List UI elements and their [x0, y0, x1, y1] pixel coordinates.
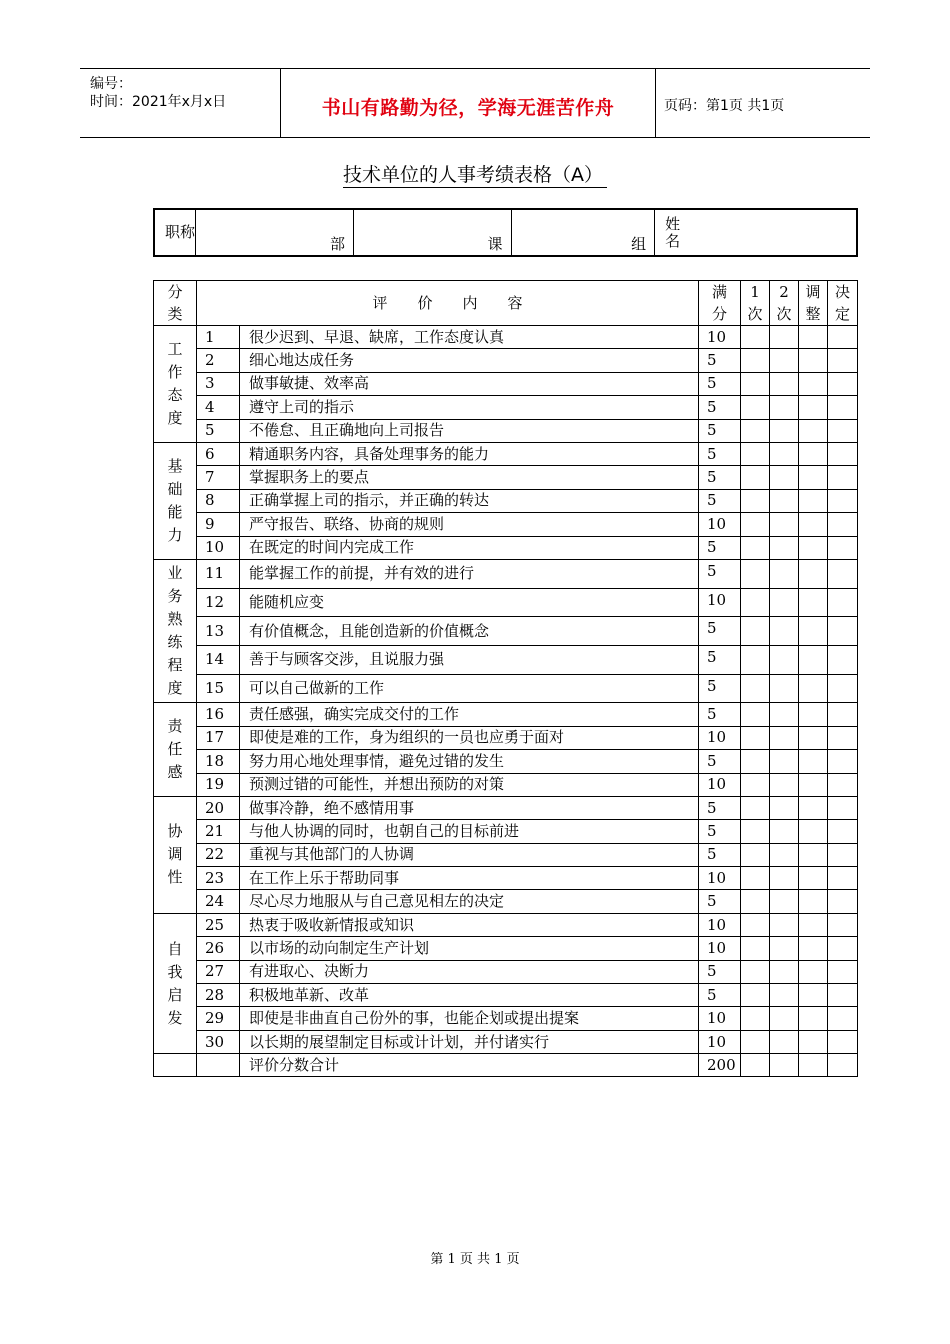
- second-eval[interactable]: [770, 645, 799, 674]
- adjust-cell[interactable]: [799, 726, 828, 749]
- table-row: [154, 867, 858, 890]
- item-number: 8: [197, 489, 240, 512]
- category-cell: 责 任 感: [154, 703, 197, 797]
- evaluation-table: [153, 280, 858, 1077]
- table-row: [154, 890, 858, 913]
- full-score: 5: [699, 466, 741, 489]
- table-row: [154, 820, 858, 843]
- second-eval[interactable]: [770, 489, 799, 512]
- decide-cell[interactable]: [828, 588, 858, 617]
- second-eval[interactable]: [770, 349, 799, 372]
- first-eval[interactable]: [741, 1007, 770, 1030]
- adjust-cell[interactable]: [799, 984, 828, 1007]
- second-eval[interactable]: [770, 913, 799, 936]
- table-row: [154, 937, 858, 960]
- table-row: [154, 773, 858, 796]
- table-row: [154, 750, 858, 773]
- full-score: 10: [699, 726, 741, 749]
- field-name[interactable]: 姓名: [655, 209, 857, 256]
- first-eval[interactable]: [741, 559, 770, 588]
- first-eval[interactable]: [741, 326, 770, 349]
- table-row: [154, 489, 858, 512]
- item-number: 4: [197, 396, 240, 419]
- item-number: 17: [197, 726, 240, 749]
- total-first[interactable]: [741, 1054, 770, 1077]
- second-eval[interactable]: [770, 419, 799, 442]
- adjust-cell[interactable]: [799, 820, 828, 843]
- table-row: [154, 349, 858, 372]
- decide-cell[interactable]: [828, 674, 858, 703]
- full-score: 5: [699, 820, 741, 843]
- item-number: 28: [197, 984, 240, 1007]
- first-eval[interactable]: [741, 773, 770, 796]
- item-text: 以市场的动向制定生产计划: [240, 937, 699, 960]
- decide-cell[interactable]: [828, 726, 858, 749]
- code-label: 编号：: [90, 76, 132, 92]
- first-eval[interactable]: [741, 513, 770, 536]
- table-row: [154, 559, 858, 588]
- item-text: 即使是非曲直自己份外的事，也能企划或提出提案: [240, 1007, 699, 1030]
- item-number: 26: [197, 937, 240, 960]
- full-score: 5: [699, 396, 741, 419]
- item-text: 在既定的时间内完成工作: [240, 536, 699, 559]
- adjust-cell[interactable]: [799, 588, 828, 617]
- table-row: [154, 984, 858, 1007]
- item-number: 22: [197, 843, 240, 866]
- item-text: 做事敏捷、效率高: [240, 372, 699, 395]
- first-eval[interactable]: [741, 396, 770, 419]
- full-score: 10: [699, 513, 741, 536]
- item-number: 1: [197, 326, 240, 349]
- item-text: 细心地达成任务: [240, 349, 699, 372]
- table-row: [154, 396, 858, 419]
- item-text: 预测过错的可能性，并想出预防的对策: [240, 773, 699, 796]
- table-row: [154, 645, 858, 674]
- second-eval[interactable]: [770, 890, 799, 913]
- header-category: 分 类: [154, 281, 197, 326]
- table-row: [154, 726, 858, 749]
- table-row: [154, 536, 858, 559]
- decide-cell[interactable]: [828, 489, 858, 512]
- full-score: 5: [699, 960, 741, 983]
- decide-cell[interactable]: [828, 984, 858, 1007]
- motto: 书山有路勤为径，学海无涯苦作舟: [321, 97, 615, 119]
- first-eval[interactable]: [741, 726, 770, 749]
- adjust-cell[interactable]: [799, 513, 828, 536]
- item-number: 16: [197, 703, 240, 726]
- table-row: [154, 442, 858, 465]
- item-text: 正确掌握上司的指示，并正确的转达: [240, 489, 699, 512]
- second-eval[interactable]: [770, 442, 799, 465]
- first-eval[interactable]: [741, 372, 770, 395]
- item-text: 热衷于吸收新情报或知识: [240, 913, 699, 936]
- adjust-cell[interactable]: [799, 773, 828, 796]
- category-cell: 业 务 熟 练 程 度: [154, 559, 197, 702]
- second-eval[interactable]: [770, 674, 799, 703]
- full-score: 10: [699, 326, 741, 349]
- category-cell: 基 础 能 力: [154, 442, 197, 559]
- decide-cell[interactable]: [828, 750, 858, 773]
- total-row: [154, 1054, 858, 1077]
- first-eval[interactable]: [741, 349, 770, 372]
- first-eval[interactable]: [741, 588, 770, 617]
- second-eval[interactable]: [770, 726, 799, 749]
- first-eval[interactable]: [741, 419, 770, 442]
- item-number: 18: [197, 750, 240, 773]
- full-score: 5: [699, 419, 741, 442]
- second-eval[interactable]: [770, 536, 799, 559]
- adjust-cell[interactable]: [799, 536, 828, 559]
- item-text: 遵守上司的指示: [240, 396, 699, 419]
- item-number: 14: [197, 645, 240, 674]
- full-score: 5: [699, 703, 741, 726]
- full-score: 5: [699, 617, 741, 646]
- category-cell: 自 我 启 发: [154, 913, 197, 1053]
- header-motto-cell: [280, 69, 656, 137]
- total-decide[interactable]: [828, 1054, 858, 1077]
- adjust-cell[interactable]: [799, 559, 828, 588]
- second-eval[interactable]: [770, 960, 799, 983]
- full-score: 5: [699, 489, 741, 512]
- full-score: 10: [699, 1007, 741, 1030]
- adjust-cell[interactable]: [799, 913, 828, 936]
- adjust-cell[interactable]: [799, 960, 828, 983]
- first-eval[interactable]: [741, 750, 770, 773]
- second-eval[interactable]: [770, 843, 799, 866]
- item-number: 2: [197, 349, 240, 372]
- second-eval[interactable]: [770, 617, 799, 646]
- item-number: 29: [197, 1007, 240, 1030]
- total-category-blank: [154, 1054, 197, 1077]
- decide-cell[interactable]: [828, 419, 858, 442]
- table-row: [154, 466, 858, 489]
- decide-cell[interactable]: [828, 796, 858, 819]
- item-text: 积极地革新、改革: [240, 984, 699, 1007]
- item-text: 努力用心地处理事情，避免过错的发生: [240, 750, 699, 773]
- adjust-cell[interactable]: [799, 349, 828, 372]
- decide-cell[interactable]: [828, 937, 858, 960]
- adjust-cell[interactable]: [799, 937, 828, 960]
- item-number: 10: [197, 536, 240, 559]
- decide-cell[interactable]: [828, 442, 858, 465]
- item-number: 15: [197, 674, 240, 703]
- decide-cell[interactable]: [828, 913, 858, 936]
- item-number: 20: [197, 796, 240, 819]
- first-eval[interactable]: [741, 890, 770, 913]
- total-adjust[interactable]: [799, 1054, 828, 1077]
- item-number: 9: [197, 513, 240, 536]
- second-eval[interactable]: [770, 937, 799, 960]
- header-page-info: [656, 69, 870, 137]
- item-text: 掌握职务上的要点: [240, 466, 699, 489]
- first-eval[interactable]: [741, 489, 770, 512]
- table-row: [154, 913, 858, 936]
- decide-cell[interactable]: [828, 513, 858, 536]
- full-score: 5: [699, 890, 741, 913]
- item-text: 很少迟到、早退、缺席，工作态度认真: [240, 326, 699, 349]
- adjust-cell[interactable]: [799, 674, 828, 703]
- item-text: 严守报告、联络、协商的规则: [240, 513, 699, 536]
- header-meta: [80, 69, 280, 137]
- second-eval[interactable]: [770, 796, 799, 819]
- second-eval[interactable]: [770, 820, 799, 843]
- item-text: 可以自己做新的工作: [240, 674, 699, 703]
- item-text: 不倦怠、且正确地向上司报告: [240, 419, 699, 442]
- adjust-cell[interactable]: [799, 419, 828, 442]
- header-row: [154, 281, 858, 326]
- decide-cell[interactable]: [828, 1007, 858, 1030]
- item-number: 19: [197, 773, 240, 796]
- total-second[interactable]: [770, 1054, 799, 1077]
- first-eval[interactable]: [741, 1030, 770, 1053]
- table-row: [154, 326, 858, 349]
- table-row: [154, 617, 858, 646]
- table-row: [154, 674, 858, 703]
- decide-cell[interactable]: [828, 559, 858, 588]
- field-group[interactable]: 组: [511, 209, 655, 256]
- full-score: 5: [699, 442, 741, 465]
- header-adjust: 调 整: [799, 281, 828, 326]
- decide-cell[interactable]: [828, 960, 858, 983]
- first-eval[interactable]: [741, 466, 770, 489]
- field-department[interactable]: 部: [196, 209, 354, 256]
- adjust-cell[interactable]: [799, 645, 828, 674]
- second-eval[interactable]: [770, 466, 799, 489]
- first-eval[interactable]: [741, 984, 770, 1007]
- first-eval[interactable]: [741, 843, 770, 866]
- item-number: 6: [197, 442, 240, 465]
- first-eval[interactable]: [741, 674, 770, 703]
- second-eval[interactable]: [770, 867, 799, 890]
- second-eval[interactable]: [770, 750, 799, 773]
- total-number-blank: [197, 1054, 240, 1077]
- total-score: 200: [699, 1054, 741, 1077]
- adjust-cell[interactable]: [799, 372, 828, 395]
- item-number: 27: [197, 960, 240, 983]
- full-score: 5: [699, 843, 741, 866]
- item-number: 13: [197, 617, 240, 646]
- item-number: 30: [197, 1030, 240, 1053]
- item-text: 在工作上乐于帮助同事: [240, 867, 699, 890]
- field-title-label: 职称: [154, 209, 196, 256]
- full-score: 5: [699, 674, 741, 703]
- second-eval[interactable]: [770, 773, 799, 796]
- decide-cell[interactable]: [828, 372, 858, 395]
- second-eval[interactable]: [770, 984, 799, 1007]
- item-number: 5: [197, 419, 240, 442]
- category-cell: 协 调 性: [154, 796, 197, 913]
- full-score: 5: [699, 349, 741, 372]
- item-text: 能随机应变: [240, 588, 699, 617]
- second-eval[interactable]: [770, 513, 799, 536]
- item-number: 7: [197, 466, 240, 489]
- adjust-cell[interactable]: [799, 396, 828, 419]
- header-content: 评 价 内 容: [197, 281, 699, 326]
- decide-cell[interactable]: [828, 617, 858, 646]
- first-eval[interactable]: [741, 937, 770, 960]
- date-label: 时间：2021年x月x日: [90, 94, 227, 110]
- total-label: 评价分数合计: [240, 1054, 699, 1077]
- adjust-cell[interactable]: [799, 442, 828, 465]
- item-text: 善于与顾客交涉，且说服力强: [240, 645, 699, 674]
- item-text: 做事冷静，绝不感情用事: [240, 796, 699, 819]
- item-number: 23: [197, 867, 240, 890]
- adjust-cell[interactable]: [799, 466, 828, 489]
- item-text: 有进取心、决断力: [240, 960, 699, 983]
- first-eval[interactable]: [741, 796, 770, 819]
- adjust-cell[interactable]: [799, 326, 828, 349]
- first-eval[interactable]: [741, 913, 770, 936]
- decide-cell[interactable]: [828, 396, 858, 419]
- full-score: 10: [699, 913, 741, 936]
- table-row: [154, 843, 858, 866]
- item-number: 21: [197, 820, 240, 843]
- table-row: [154, 960, 858, 983]
- adjust-cell[interactable]: [799, 489, 828, 512]
- adjust-cell[interactable]: [799, 703, 828, 726]
- item-text: 精通职务内容，具备处理事务的能力: [240, 442, 699, 465]
- adjust-cell[interactable]: [799, 1030, 828, 1053]
- second-eval[interactable]: [770, 588, 799, 617]
- page-header: [80, 68, 870, 138]
- second-eval[interactable]: [770, 1030, 799, 1053]
- full-score: 5: [699, 750, 741, 773]
- item-text: 责任感强，确实完成交付的工作: [240, 703, 699, 726]
- employee-info-table: [153, 208, 858, 257]
- full-score: 5: [699, 372, 741, 395]
- second-eval[interactable]: [770, 703, 799, 726]
- second-eval[interactable]: [770, 1007, 799, 1030]
- full-score: 5: [699, 536, 741, 559]
- decide-cell[interactable]: [828, 645, 858, 674]
- second-eval[interactable]: [770, 326, 799, 349]
- decide-cell[interactable]: [828, 466, 858, 489]
- item-text: 重视与其他部门的人协调: [240, 843, 699, 866]
- adjust-cell[interactable]: [799, 750, 828, 773]
- full-score: 5: [699, 984, 741, 1007]
- table-row: [154, 372, 858, 395]
- item-text: 即使是难的工作，身为组织的一员也应勇于面对: [240, 726, 699, 749]
- full-score: 5: [699, 559, 741, 588]
- second-eval[interactable]: [770, 372, 799, 395]
- second-eval[interactable]: [770, 396, 799, 419]
- adjust-cell[interactable]: [799, 843, 828, 866]
- table-row: [154, 513, 858, 536]
- decide-cell[interactable]: [828, 703, 858, 726]
- first-eval[interactable]: [741, 703, 770, 726]
- decide-cell[interactable]: [828, 536, 858, 559]
- first-eval[interactable]: [741, 617, 770, 646]
- adjust-cell[interactable]: [799, 1007, 828, 1030]
- item-text: 以长期的展望制定目标或计计划，并付诸实行: [240, 1030, 699, 1053]
- adjust-cell[interactable]: [799, 867, 828, 890]
- decide-cell[interactable]: [828, 867, 858, 890]
- item-number: 25: [197, 913, 240, 936]
- table-row: [154, 703, 858, 726]
- full-score: 10: [699, 1030, 741, 1053]
- decide-cell[interactable]: [828, 1030, 858, 1053]
- decide-cell[interactable]: [828, 349, 858, 372]
- first-eval[interactable]: [741, 442, 770, 465]
- page-footer: 第 1 页 共 1 页: [430, 1252, 520, 1267]
- decide-cell[interactable]: [828, 326, 858, 349]
- page-info: 页码：第1页 共1页: [664, 98, 785, 114]
- table-row: [154, 588, 858, 617]
- table-row: [154, 796, 858, 819]
- first-eval[interactable]: [741, 960, 770, 983]
- category-cell: 工 作 态 度: [154, 326, 197, 443]
- adjust-cell[interactable]: [799, 617, 828, 646]
- full-score: 5: [699, 645, 741, 674]
- item-number: 11: [197, 559, 240, 588]
- full-score: 10: [699, 773, 741, 796]
- full-score: 5: [699, 796, 741, 819]
- decide-cell[interactable]: [828, 820, 858, 843]
- item-text: 与他人协调的同时，也朝自己的目标前进: [240, 820, 699, 843]
- item-number: 24: [197, 890, 240, 913]
- full-score: 10: [699, 867, 741, 890]
- item-text: 有价值概念，且能创造新的价值概念: [240, 617, 699, 646]
- first-eval[interactable]: [741, 867, 770, 890]
- decide-cell[interactable]: [828, 843, 858, 866]
- item-number: 12: [197, 588, 240, 617]
- item-text: 能掌握工作的前提，并有效的进行: [240, 559, 699, 588]
- field-section[interactable]: 课: [353, 209, 511, 256]
- header-first: 1 次: [741, 281, 770, 326]
- first-eval[interactable]: [741, 820, 770, 843]
- decide-cell[interactable]: [828, 890, 858, 913]
- header-second: 2 次: [770, 281, 799, 326]
- item-number: 3: [197, 372, 240, 395]
- adjust-cell[interactable]: [799, 796, 828, 819]
- header-decide: 决 定: [828, 281, 858, 326]
- decide-cell[interactable]: [828, 773, 858, 796]
- table-row: [154, 1030, 858, 1053]
- first-eval[interactable]: [741, 536, 770, 559]
- full-score: 10: [699, 588, 741, 617]
- adjust-cell[interactable]: [799, 890, 828, 913]
- item-text: 尽心尽力地服从与自己意见相左的决定: [240, 890, 699, 913]
- document-title: 技术单位的人事考绩表格（A）: [0, 160, 950, 187]
- full-score: 10: [699, 937, 741, 960]
- table-row: [154, 419, 858, 442]
- first-eval[interactable]: [741, 645, 770, 674]
- table-row: [154, 1007, 858, 1030]
- header-full-score: 满 分: [699, 281, 741, 326]
- second-eval[interactable]: [770, 559, 799, 588]
